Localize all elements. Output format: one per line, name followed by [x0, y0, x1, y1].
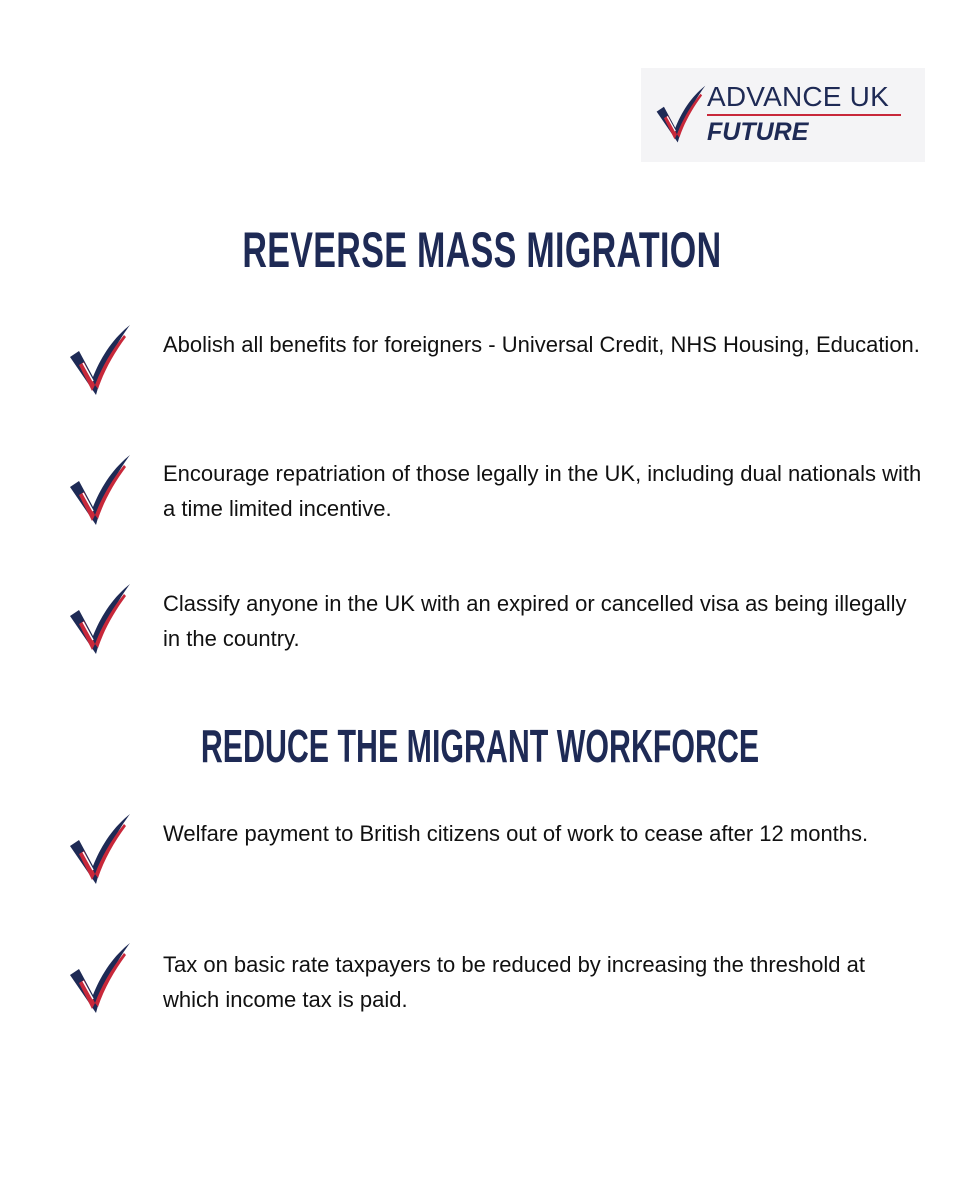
brand-logo — [641, 68, 925, 162]
list-item-text: Welfare payment to British citizens out of work to cease after 12 months. — [163, 821, 869, 846]
check-mark-icon — [68, 943, 132, 1013]
section-title-reverse-mass-migration: REVERSE MASS MIGRATION — [242, 222, 722, 278]
list-item-text: Abolish all benefits for foreigners - Universal Credit, NHS Housing, Education. — [163, 332, 920, 357]
check-mark-icon — [68, 584, 132, 654]
section-title-reduce-the-migrant-workforce: REDUCE THE MIGRANT WORKFORCE — [200, 720, 760, 772]
list-item-text: Encourage repatriation of those legally in the UK, including dual nationals with a time limited incentive. — [163, 461, 922, 521]
list-item-text: Classify anyone in the UK with an expired or cancelled visa as being illegally in the country. — [163, 591, 907, 651]
check-mark-icon — [655, 82, 707, 146]
check-mark-icon — [68, 325, 132, 395]
list-item-text: Tax on basic rate taxpayers to be reduced by increasing the threshold at which income tax is paid. — [163, 952, 865, 1012]
check-mark-icon — [68, 814, 132, 884]
logo-underline — [707, 114, 901, 116]
logo-title: ADVANCE UK — [707, 81, 889, 112]
check-mark-icon — [68, 455, 132, 525]
logo-subtitle: FUTURE — [707, 118, 809, 146]
